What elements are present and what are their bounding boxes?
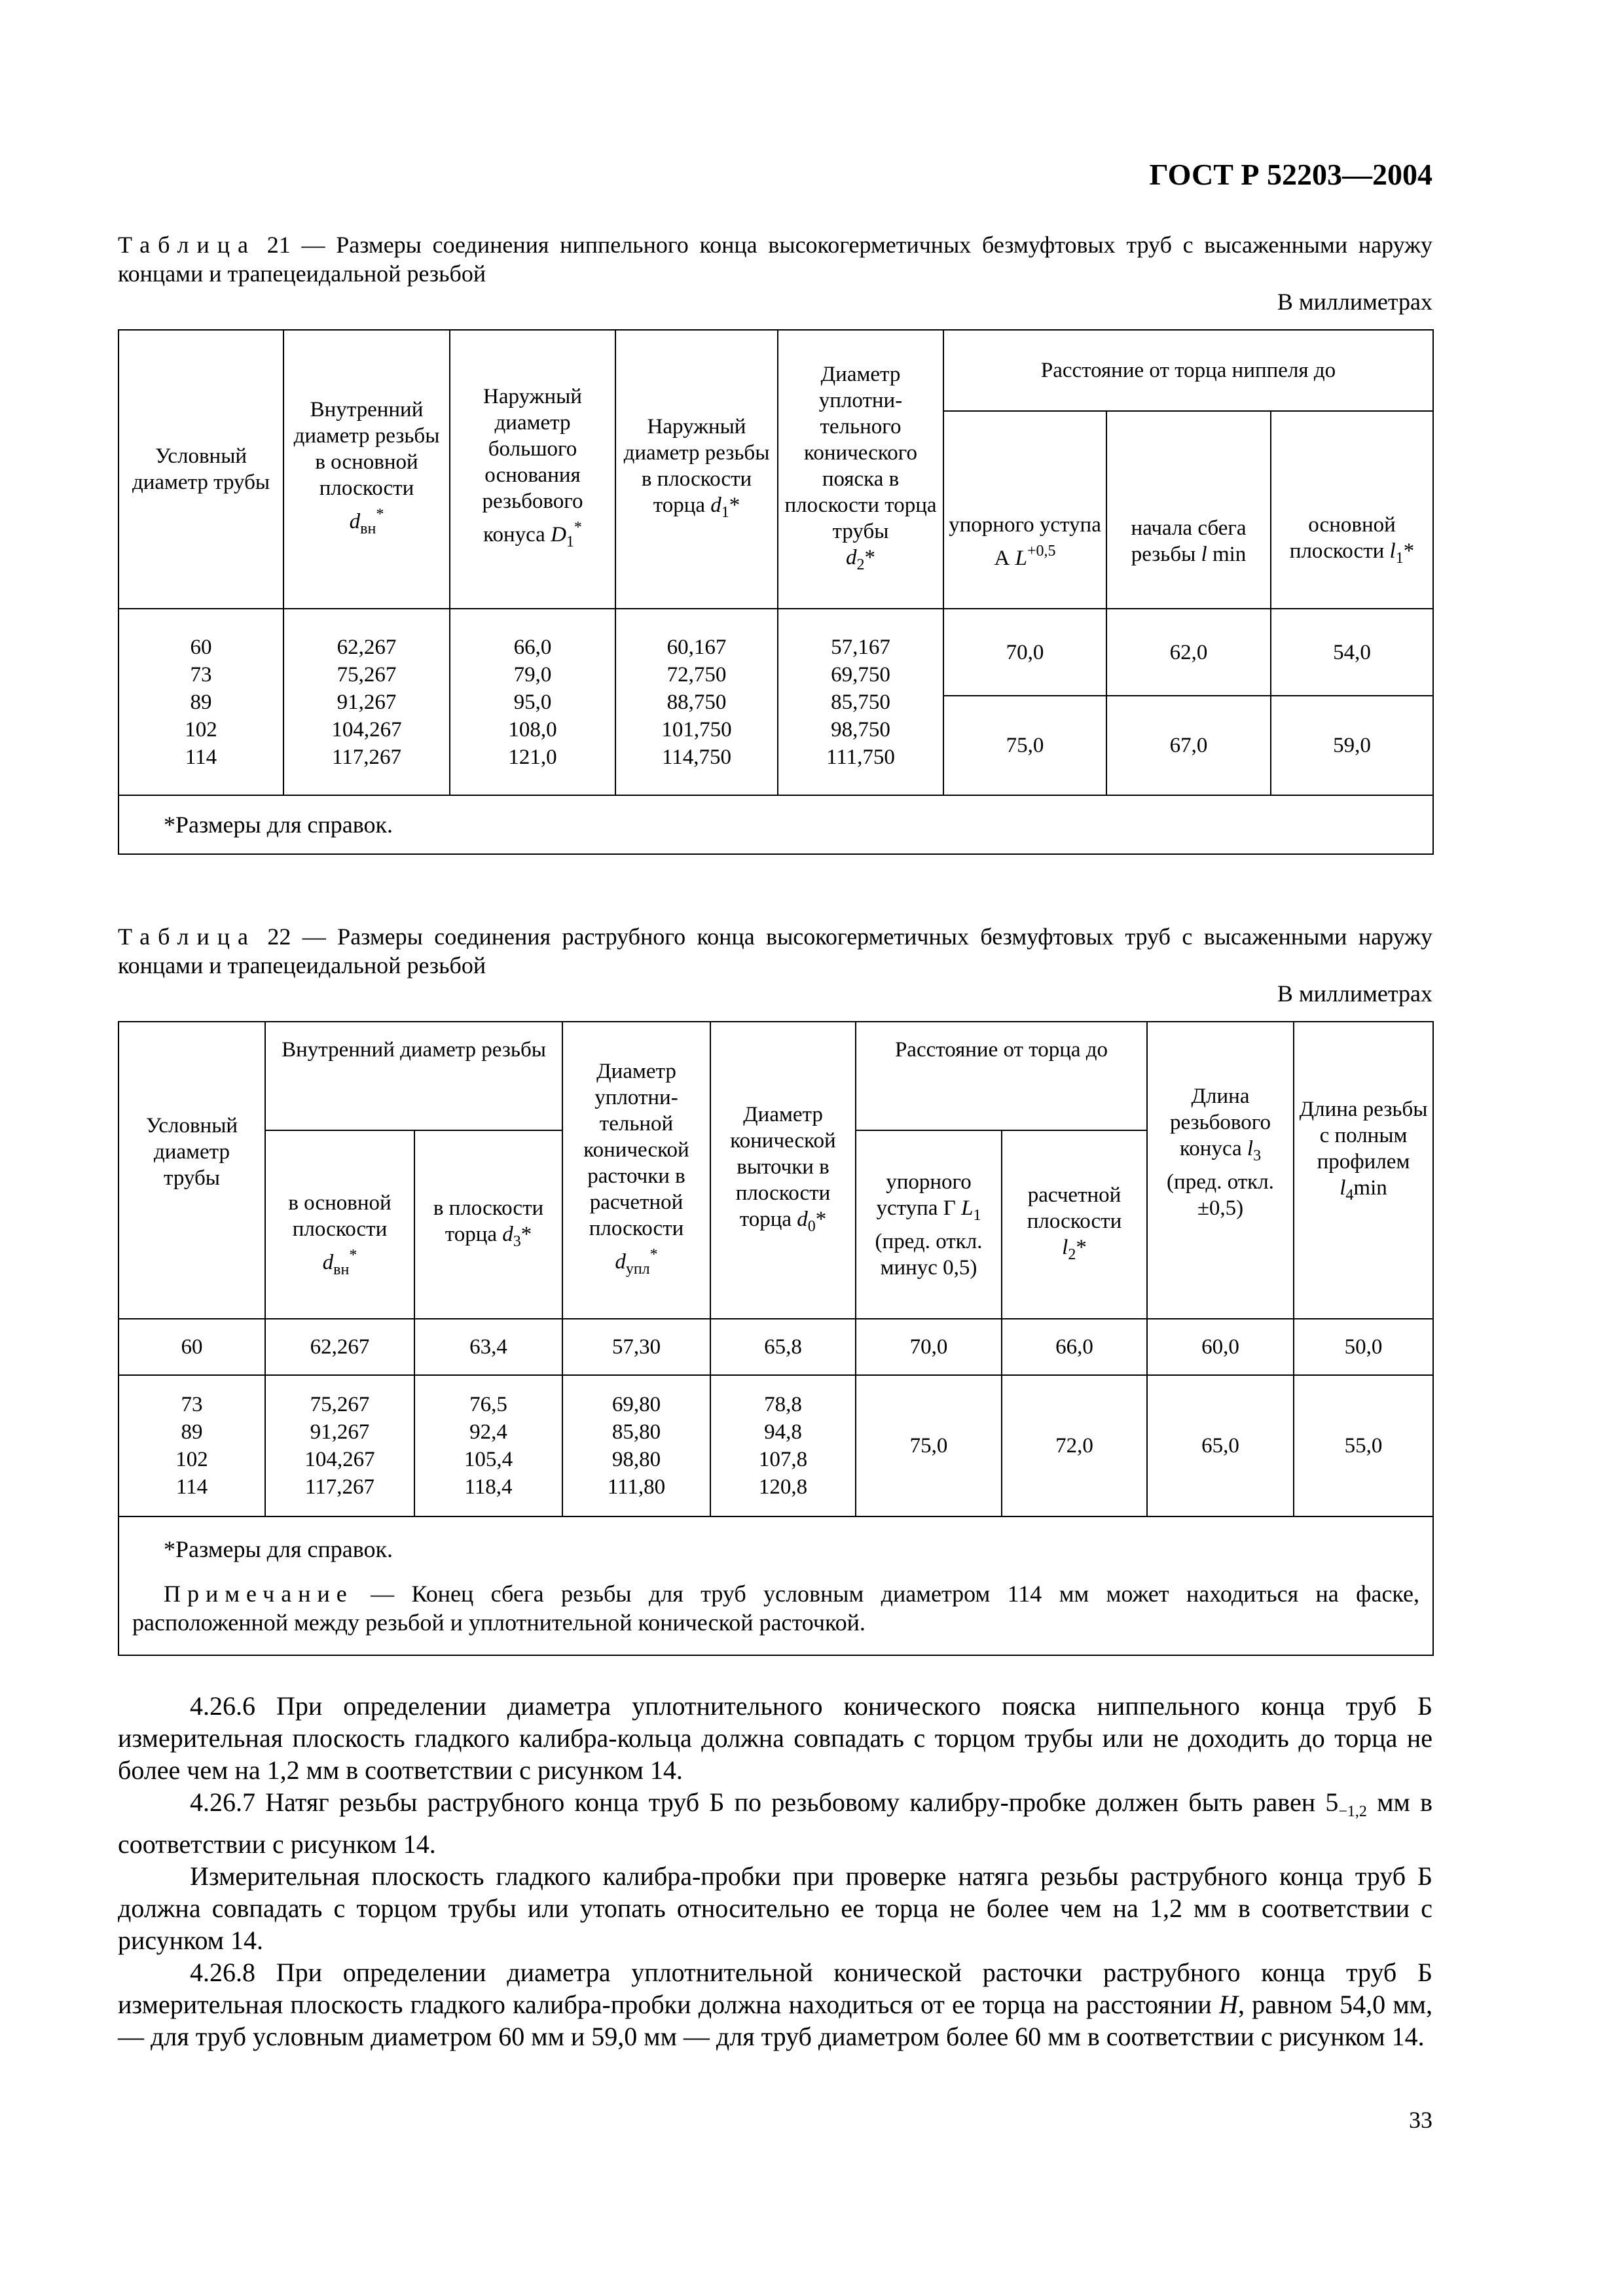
t22-header-seal-bore: Диаметр уплотни-тельной конической расточки в расчетной плоскости $d_{упл}^*$: [562, 1022, 710, 1319]
t22-cell: 63,4: [414, 1319, 562, 1375]
t22-footnote: *Размеры для справок. Примечание — Конец сбега резьбы для труб условным диаметром 114 мм может находиться на фаске, расположенной между резьбой и уплотнительной конической расточкой.: [119, 1516, 1433, 1655]
t22-col-inner-main: 75,267 91,267 104,267 117,267: [265, 1375, 414, 1516]
t22-header-distance-group: Расстояние от торца до: [856, 1022, 1147, 1130]
table22: [118, 1021, 1434, 1656]
t22-header-inner-group: Внутренний диаметр резьбы: [265, 1022, 562, 1130]
t21-header-inner: Внутренний диаметр резьбы в основной плоскости $d_{вн}^*$: [283, 330, 450, 609]
t21-cell-runout-a: 62,0: [1106, 609, 1271, 696]
t22-cell-shoulder: 75,0: [856, 1375, 1002, 1516]
paragraph-4-26-7: 4.26.7 Натяг резьбы раструбного конца труб Б по резьбовому калибру-пробке должен быть равен $5_{-1,2}$ мм в соответствии с рисунком 14.: [118, 1787, 1432, 1859]
t21-cell-shoulder-a: 70,0: [943, 609, 1106, 696]
t22-cell: 65,8: [710, 1319, 856, 1375]
t22-header-calc-plane: расчетной плоскости $l_2*$: [1002, 1130, 1147, 1319]
t22-row-60: [119, 1319, 1433, 1375]
t22-cell-calc-plane: 72,0: [1002, 1375, 1147, 1516]
t22-cell: 50,0: [1294, 1319, 1433, 1375]
t22-cell: 57,30: [562, 1319, 710, 1375]
table21-caption-text: 21 — Размеры соединения ниппельного конца высокогерметичных безмуфтовых труб с высаженными наружу концами и трапецеидальной резьбой: [118, 232, 1432, 287]
table21: [118, 329, 1434, 855]
t22-header-main-plane: в основной плоскости $d_{вн}^*$: [265, 1130, 414, 1319]
t22-header-recess: Диаметр конической выточки в плоскости торца $d_0*$: [710, 1022, 856, 1319]
t22-col-inner-end: 76,5 92,4 105,4 118,4: [414, 1375, 562, 1516]
t21-col-seal-diameter: 57,167 69,750 85,750 98,750 111,750: [778, 609, 943, 795]
table21-units: В миллиметрах: [1277, 289, 1432, 315]
table22-units: В миллиметрах: [1277, 980, 1432, 1007]
page-number: 33: [1409, 2107, 1432, 2133]
t22-header-full-profile: Длина резьбы с полным профилем $l_4\min$: [1294, 1022, 1433, 1319]
table21-label: Таблица: [118, 232, 256, 258]
t22-cell: 60,0: [1147, 1319, 1294, 1375]
t22-header-nominal: Условный диаметр трубы: [119, 1022, 265, 1319]
t21-header-shoulder: упорного уступа А $L^{+0,5}$: [943, 411, 1106, 609]
t21-header-outer-thread: Наружный диаметр резьбы в плоскости торца $d_1*$: [615, 330, 778, 609]
t22-header-shoulder: упорного уступа Г $L_1$ (пред. откл. минус 0,5): [856, 1130, 1002, 1319]
t22-cell-cone-length: 65,0: [1147, 1375, 1294, 1516]
t22-col-recess: 78,8 94,8 107,8 120,8: [710, 1375, 856, 1516]
t22-header-end-plane: в плоскости торца $d_3*$: [414, 1130, 562, 1319]
table21-caption: [118, 230, 1432, 288]
t21-col-nominal: 60 73 89 102 114: [119, 609, 283, 795]
table22-label: Таблица: [118, 924, 256, 950]
t21-header-outer-cone: Наружный диаметр большого основания резьбового конуса $D_1^*$: [450, 330, 615, 609]
paragraph-gauge-plane: Измерительная плоскость гладкого калибра-пробки при проверке натяга резьбы раструбного конца труб Б должна совпадать с торцом трубы или утопать относительно ее торца не более чем на 1,2 мм в соответствии с рисунком 14.: [118, 1861, 1432, 1955]
t21-header-seal-diameter: Диаметр уплотни-тельного конического пояска в плоскости торца трубы $d_2*$: [778, 330, 943, 609]
t22-cell: 60: [119, 1319, 265, 1375]
table22-caption-text: 22 — Размеры соединения раструбного конца высокогерметичных безмуфтовых труб с высаженными наружу концами и трапецеидальной резьбой: [118, 924, 1433, 978]
document-id: ГОСТ Р 52203—2004: [1149, 158, 1432, 191]
paragraph-4-26-6: 4.26.6 При определении диаметра уплотнительного конического пояска ниппельного конца труб Б измерительная плоскость гладкого калибра-кольца должна совпадать с торцом трубы или не доходить до торца не более чем на 1,2 мм в соответствии с рисунком 14.: [118, 1691, 1432, 1785]
t22-col-nominal: 73 89 102 114: [119, 1375, 265, 1516]
body-text: [118, 1690, 1432, 2053]
t21-col-inner: 62,267 75,267 91,267 104,267 117,267: [283, 609, 450, 795]
t21-cell-main-plane-b: 59,0: [1271, 696, 1433, 795]
t21-cell-shoulder-b: 75,0: [943, 696, 1106, 795]
t21-col-outer-cone: 66,0 79,0 95,0 108,0 121,0: [450, 609, 615, 795]
t21-header-main-plane: основной плоскости $l_1*$: [1271, 411, 1433, 609]
t22-header-cone-length: Длина резьбового конуса $l_3$ (пред. откл. ±0,5): [1147, 1022, 1294, 1319]
paragraph-4-26-8: 4.26.8 При определении диаметра уплотнительной конической расточки раструбного конца труб Б измерительная плоскость гладкого калибра-пробки должна находиться от ее торца на расстоянии H, равном 54,0 мм, — для труб условным диаметром 60 мм и 59,0 мм — для труб диаметром более 60 мм в соответствии с рисунком 14.: [118, 1958, 1432, 2051]
t21-header-distance-group: Расстояние от торца ниппеля до: [943, 330, 1433, 411]
t21-cell-main-plane-a: 54,0: [1271, 609, 1433, 696]
table22-caption: [118, 922, 1432, 980]
t21-footnote: *Размеры для справок.: [119, 795, 1433, 854]
t21-header-nominal: Условный диаметр трубы: [119, 330, 283, 609]
t21-cell-runout-b: 67,0: [1106, 696, 1271, 795]
t21-col-outer-thread: 60,167 72,750 88,750 101,750 114,750: [615, 609, 778, 795]
t22-cell: 70,0: [856, 1319, 1002, 1375]
t22-col-seal-bore: 69,80 85,80 98,80 111,80: [562, 1375, 710, 1516]
t21-header-runout: начала сбега резьбы l min: [1106, 411, 1271, 609]
t22-cell: 66,0: [1002, 1319, 1147, 1375]
t22-cell-full-profile: 55,0: [1294, 1375, 1433, 1516]
t22-note: Примечание — Конец сбега резьбы для труб условным диаметром 114 мм может находиться на фаске, расположенной между резьбой и уплотнительной конической расточкой.: [132, 1581, 1419, 1636]
t22-cell: 62,267: [265, 1319, 414, 1375]
